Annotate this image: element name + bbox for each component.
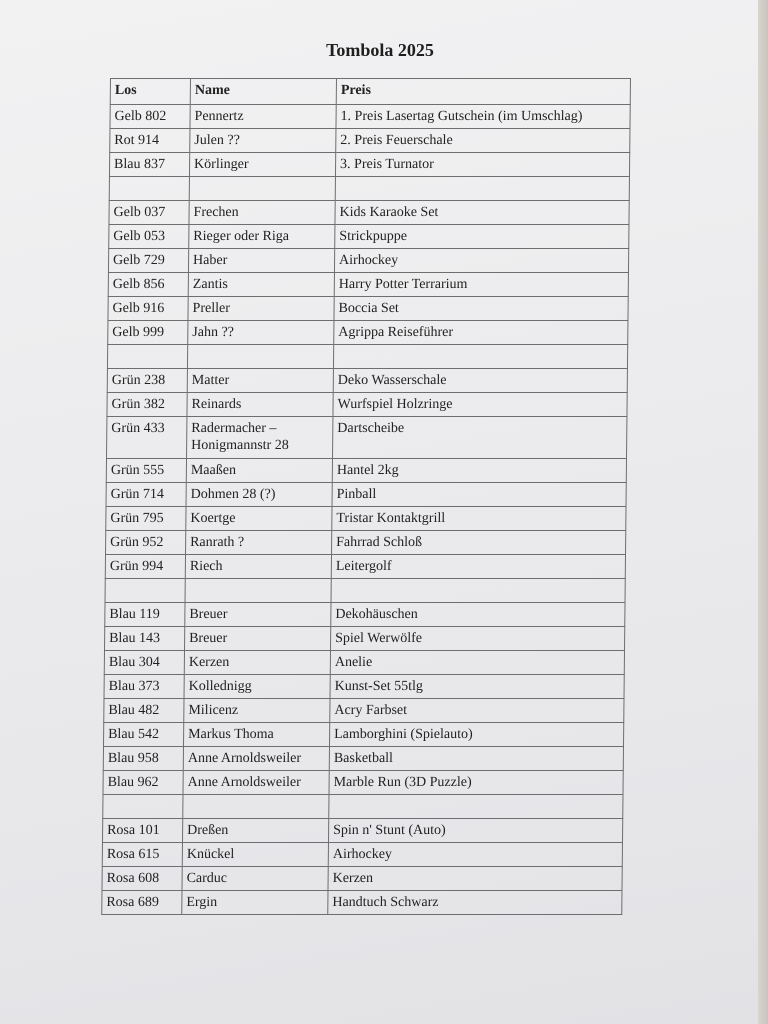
cell-preis: 1. Preis Lasertag Gutschein (im Umschlag) <box>336 105 630 129</box>
cell-los: Rosa 615 <box>102 843 182 867</box>
cell-preis <box>329 795 623 819</box>
cell-preis <box>331 579 625 603</box>
cell-name: Knückel <box>182 843 328 867</box>
cell-name: Körlinger <box>189 153 335 177</box>
table-row <box>107 345 627 369</box>
cell-preis: Marble Run (3D Puzzle) <box>329 771 623 795</box>
cell-los: Grün 795 <box>106 507 186 531</box>
table-row <box>110 129 630 153</box>
cell-preis: Dartscheibe <box>333 417 627 459</box>
table-row <box>105 555 625 579</box>
cell-los: Blau 962 <box>103 771 183 795</box>
cell-los: Gelb 053 <box>109 225 189 249</box>
header-los: Los <box>110 79 190 105</box>
cell-los: Rot 914 <box>110 129 190 153</box>
cell-preis: Anelie <box>330 651 624 675</box>
cell-los: Grün 714 <box>106 483 186 507</box>
table-row <box>103 723 623 747</box>
table-row <box>105 627 625 651</box>
cell-name: Markus Thoma <box>183 723 329 747</box>
cell-preis: Acry Farbset <box>330 699 624 723</box>
cell-name: Dreßen <box>182 819 328 843</box>
cell-preis: Basketball <box>329 747 623 771</box>
table-row <box>103 795 623 819</box>
cell-preis <box>335 177 629 201</box>
cell-los: Blau 958 <box>103 747 183 771</box>
cell-los: Grün 952 <box>106 531 186 555</box>
cell-name-line: Honigmannstr 28 <box>191 438 289 453</box>
cell-los: Gelb 037 <box>109 201 189 225</box>
cell-name: Ranrath ? <box>186 531 332 555</box>
cell-los: Grün 555 <box>106 459 186 483</box>
cell-preis: Harry Potter Terrarium <box>334 273 628 297</box>
cell-preis: Wurfspiel Holzringe <box>333 393 627 417</box>
cell-los: Blau 143 <box>105 627 185 651</box>
cell-los <box>109 177 189 201</box>
cell-preis: Airhockey <box>334 249 628 273</box>
cell-los: Rosa 101 <box>102 819 182 843</box>
table-row <box>109 225 629 249</box>
table-row <box>106 507 626 531</box>
cell-los: Gelb 802 <box>110 105 190 129</box>
cell-los: Gelb 999 <box>108 321 188 345</box>
cell-name: Frechen <box>189 201 335 225</box>
cell-name: Anne Arnoldsweiler <box>183 771 329 795</box>
table-row <box>102 843 622 867</box>
cell-preis: Agrippa Reiseführer <box>334 321 628 345</box>
cell-los <box>107 345 187 369</box>
cell-preis: Spiel Werwölfe <box>331 627 625 651</box>
cell-name: Rieger oder Riga <box>189 225 335 249</box>
cell-name <box>189 177 335 201</box>
table-row <box>108 297 628 321</box>
page-title: Tombola 2025 <box>326 40 434 60</box>
cell-name <box>187 417 333 459</box>
cell-name <box>185 579 331 603</box>
cell-los: Blau 119 <box>105 603 185 627</box>
cell-name: Kollednigg <box>184 675 330 699</box>
tombola-table <box>101 78 631 915</box>
cell-name: Pennertz <box>190 105 336 129</box>
cell-name-line: Radermacher – <box>191 421 277 436</box>
cell-preis: Handtuch Schwarz <box>328 891 622 915</box>
cell-preis: Spin n' Stunt (Auto) <box>328 819 622 843</box>
table-row <box>108 273 628 297</box>
table-row <box>110 105 630 129</box>
cell-los: Gelb 729 <box>108 249 188 273</box>
cell-los <box>103 795 183 819</box>
cell-los: Grün 238 <box>107 369 187 393</box>
table-row <box>109 153 629 177</box>
cell-preis: Hantel 2kg <box>332 459 626 483</box>
cell-preis: Boccia Set <box>334 297 628 321</box>
cell-name: Ergin <box>182 891 328 915</box>
cell-name: Jahn ?? <box>188 321 334 345</box>
table-row <box>109 201 629 225</box>
cell-preis: Leitergolf <box>331 555 625 579</box>
cell-los: Gelb 916 <box>108 297 188 321</box>
cell-name: Julen ?? <box>190 129 336 153</box>
cell-name: Maaßen <box>186 459 332 483</box>
cell-preis: 2. Preis Feuerschale <box>336 129 630 153</box>
cell-name: Koertge <box>186 507 332 531</box>
cell-preis: Kunst-Set 55tlg <box>330 675 624 699</box>
cell-name: Matter <box>187 369 333 393</box>
header-preis: Preis <box>336 79 630 105</box>
cell-los: Blau 373 <box>104 675 184 699</box>
table-row <box>108 321 628 345</box>
cell-name: Carduc <box>182 867 328 891</box>
cell-name <box>183 795 329 819</box>
table-row <box>105 603 625 627</box>
table-row <box>105 579 625 603</box>
table-row <box>106 483 626 507</box>
cell-name: Riech <box>185 555 331 579</box>
tombola-table-container <box>101 78 630 952</box>
cell-name: Milicenz <box>184 699 330 723</box>
cell-name: Reinards <box>187 393 333 417</box>
cell-preis <box>333 345 627 369</box>
table-row <box>103 771 623 795</box>
cell-preis: Airhockey <box>328 843 622 867</box>
cell-los <box>105 579 185 603</box>
table-row <box>104 651 624 675</box>
table-row <box>102 819 622 843</box>
table-row <box>102 891 622 915</box>
cell-name: Haber <box>188 249 334 273</box>
cell-name: Zantis <box>188 273 334 297</box>
table-row <box>104 699 624 723</box>
cell-name: Preller <box>188 297 334 321</box>
cell-preis: 3. Preis Turnator <box>335 153 629 177</box>
cell-preis: Dekohäuschen <box>331 603 625 627</box>
table-row <box>108 249 628 273</box>
table-row <box>106 531 626 555</box>
cell-los: Blau 837 <box>109 153 189 177</box>
table-row <box>107 393 627 417</box>
cell-preis: Kids Karaoke Set <box>335 201 629 225</box>
cell-name: Breuer <box>185 603 331 627</box>
cell-los: Rosa 608 <box>102 867 182 891</box>
cell-preis: Lamborghini (Spielauto) <box>329 723 623 747</box>
cell-los: Blau 304 <box>104 651 184 675</box>
cell-los: Blau 542 <box>103 723 183 747</box>
background-edge <box>758 0 768 1024</box>
table-row <box>104 675 624 699</box>
cell-name <box>187 345 333 369</box>
cell-los: Blau 482 <box>104 699 184 723</box>
cell-preis: Pinball <box>332 483 626 507</box>
cell-los: Gelb 856 <box>108 273 188 297</box>
cell-preis: Deko Wasserschale <box>333 369 627 393</box>
table-row <box>107 417 627 459</box>
cell-los: Rosa 689 <box>102 891 182 915</box>
cell-preis: Kerzen <box>328 867 622 891</box>
cell-name: Anne Arnoldsweiler <box>183 747 329 771</box>
cell-preis: Tristar Kontaktgrill <box>332 507 626 531</box>
cell-los: Grün 433 <box>107 417 187 459</box>
header-name: Name <box>190 79 336 105</box>
cell-los: Grün 382 <box>107 393 187 417</box>
table-row <box>102 867 622 891</box>
table-row <box>106 459 626 483</box>
cell-preis: Fahrrad Schloß <box>332 531 626 555</box>
cell-name: Kerzen <box>184 651 330 675</box>
table-row <box>109 177 629 201</box>
cell-los: Grün 994 <box>105 555 185 579</box>
table-header-row <box>110 79 630 105</box>
cell-name: Breuer <box>185 627 331 651</box>
cell-preis: Strickpuppe <box>335 225 629 249</box>
cell-name: Dohmen 28 (?) <box>186 483 332 507</box>
table-row <box>103 747 623 771</box>
table-row <box>107 369 627 393</box>
